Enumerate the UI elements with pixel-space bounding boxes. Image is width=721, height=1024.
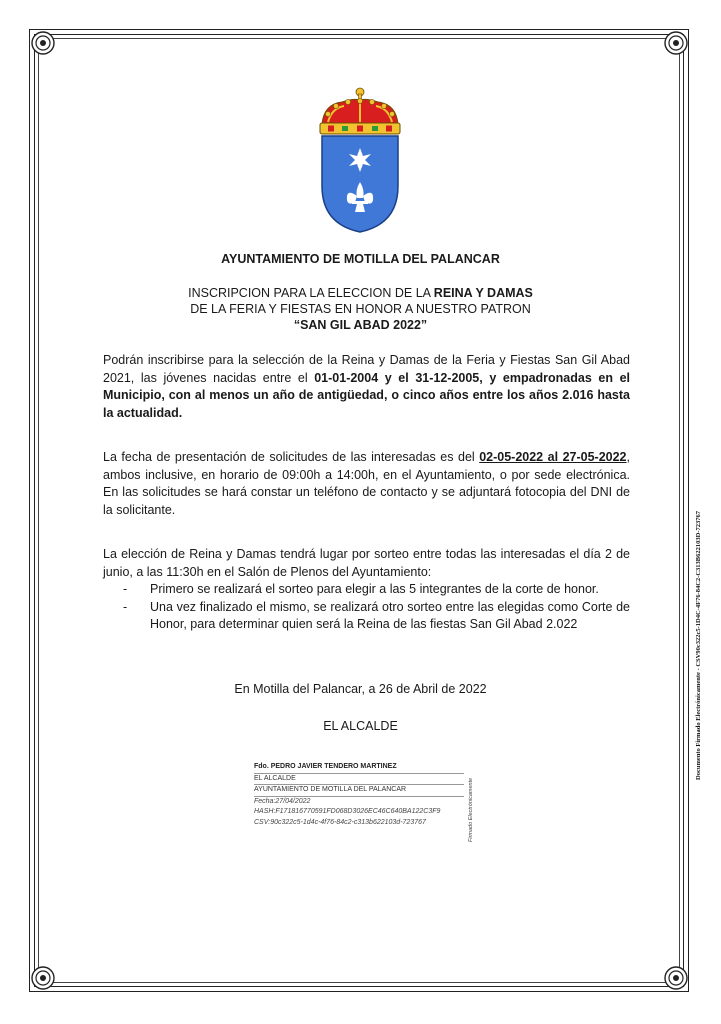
organization-title: AYUNTAMIENTO DE MOTILLA DEL PALANCAR — [221, 252, 500, 266]
signature-vertical-note — [468, 772, 482, 842]
heading-line-1-text: INSCRIPCION PARA LA ELECCION DE LA — [188, 286, 434, 300]
side-stamp-text: Documento Firmado Electrónicamente - CSV90c322c5-1D4C-4F76-84C2-C313B622103D-723767 — [695, 511, 702, 780]
list-item — [103, 581, 630, 599]
signer-entity: AYUNTAMIENTO DE MOTILLA DEL PALANCAR — [254, 785, 464, 797]
corner-ornament-icon — [30, 965, 56, 991]
heading-line-2: DE LA FERIA Y FIESTAS EN HONOR A NUESTRO PATRON — [190, 302, 531, 316]
signer-role: EL ALCALDE — [254, 774, 464, 786]
bullet-dash: - — [123, 582, 128, 596]
list-item-text: Primero se realizará el sorteo para elegir a las 5 integrantes de la corte de honor. — [150, 582, 599, 596]
eligibility-paragraph — [103, 352, 630, 422]
eligibility-text: Podrán inscribirse para la selección de la Reina y Damas de la Feria y Fiestas San Gil Abad 2021, las jóvenes nacidas entre el — [103, 353, 630, 385]
signature-csv: CSV:90c322c5-1d4c-4f76-84c2-c313b622103d-723767 — [254, 818, 426, 826]
signature-hash: HASH:F171816770591FD068D3026EC46C640BA122C3F9 — [254, 808, 441, 815]
heading-line-1-bold: REINA Y DAMAS — [433, 286, 533, 300]
announcement-heading — [0, 285, 721, 333]
selection-intro: La elección de Reina y Damas tendrá lugar por sorteo entre todas las interesadas el día 2 de junio, a las 11:30h en el Salón de Plenos del Ayuntamiento: — [103, 547, 630, 579]
corner-ornament-icon — [663, 30, 689, 56]
bullet-dash: - — [123, 599, 128, 614]
side-verification-stamp — [692, 420, 706, 780]
signature-vertical-text: Firmado Electrónicamente — [468, 777, 474, 842]
eligibility-bold-text: 01-01-2004 y el 31-12-2005, y empadronadas en el Municipio, con al menos un año de antigüedad, o cinco años entre los años 2.016 hasta la actualidad. — [103, 370, 630, 420]
electronic-signature-block — [254, 762, 464, 828]
selection-paragraph — [103, 546, 630, 634]
signer-name: Fdo. PEDRO JAVIER TENDERO MARTINEZ — [254, 762, 464, 774]
mayor-title: EL ALCALDE — [323, 719, 398, 733]
corner-ornament-icon — [663, 965, 689, 991]
list-item-text: Una vez finalizado el mismo, se realizará otro sorteo entre las elegidas como Corte de Honor, para determinar quien será la Reina de las fiestas San Gil Abad 2.022 — [150, 599, 630, 631]
heading-line-1 — [0, 285, 721, 301]
application-text-before: La fecha de presentación de solicitudes de las interesadas es del — [103, 450, 480, 464]
signature-date: Fecha:27/04/2022 — [254, 797, 311, 805]
corner-ornament-icon — [30, 30, 56, 56]
list-item — [103, 599, 630, 634]
application-text-after: , ambos inclusive, en horario de 09:00h a 14:00h, en el Ayuntamiento, o por sede electrónica. En las solicitudes se hará constar un teléfono de contacto y se adjuntará fotocopia del DNI de la solicitante. — [103, 450, 630, 517]
place-and-date: En Motilla del Palancar, a 26 de Abril de 2022 — [234, 682, 487, 696]
application-dates-paragraph — [103, 449, 630, 519]
heading-line-3 — [0, 317, 721, 333]
selection-steps-list — [103, 581, 630, 634]
application-dates: 02-05-2022 al 27-05-2022 — [479, 450, 627, 464]
heading-line-3-bold: “SAN GIL ABAD 2022” — [293, 318, 428, 332]
coat-of-arms-icon — [314, 86, 406, 234]
